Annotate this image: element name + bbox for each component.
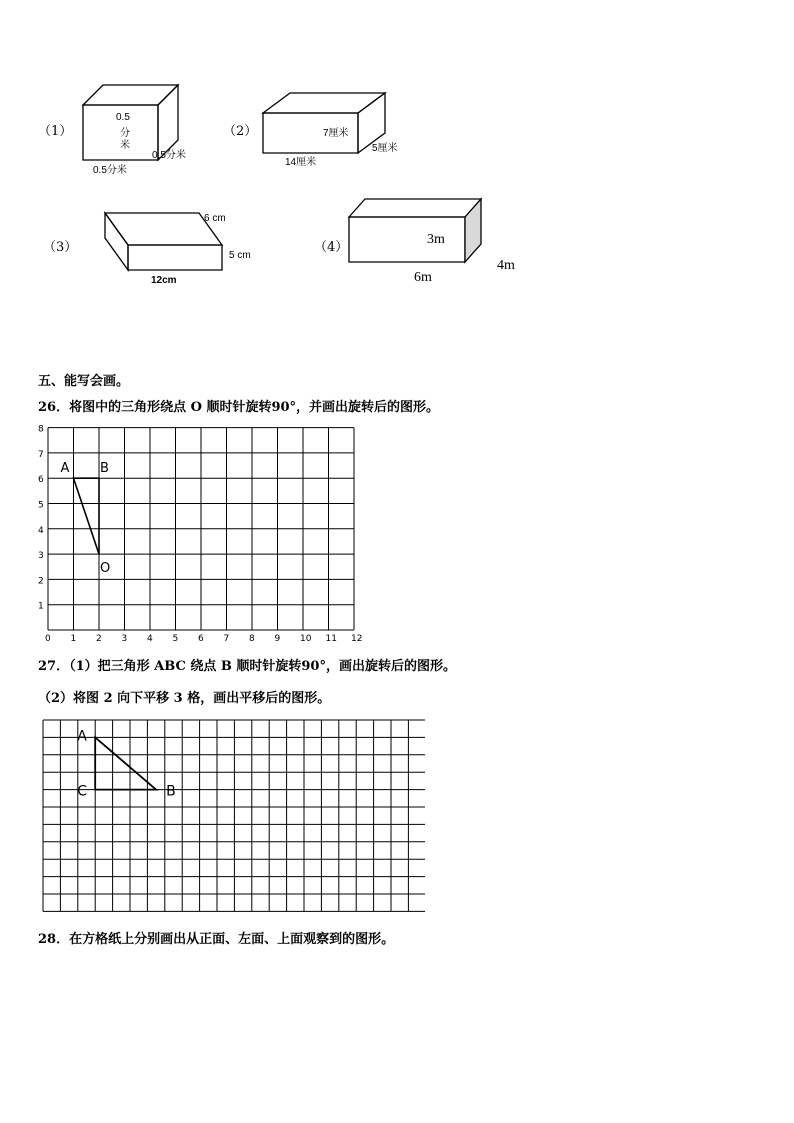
x-tick-label: 5: [172, 634, 179, 644]
y-tick-label: 1: [38, 601, 44, 612]
figure-4-label: （4）: [314, 240, 349, 255]
figure-4-cuboid: [345, 195, 485, 267]
y-tick-label: 2: [38, 576, 44, 587]
x-tick-label: 10: [300, 634, 312, 644]
figure-3-label: （3）: [43, 240, 78, 255]
x-tick-label: 0: [45, 634, 51, 644]
question-27-grid[interactable]: [35, 712, 425, 917]
question-26-text: 26．将图中的三角形绕点 O 顺时针旋转90°，并画出旋转后的图形。: [38, 400, 440, 415]
point-c-label: C: [77, 783, 87, 800]
x-tick-label: 7: [223, 634, 230, 644]
x-tick-label: 3: [121, 634, 128, 644]
point-a-label: A: [77, 728, 87, 745]
y-tick-label: 8: [38, 425, 44, 435]
point-o-label: O: [100, 561, 111, 577]
figure-2-depth: 5厘米: [372, 143, 398, 154]
figure-1-label: （1）: [38, 124, 73, 139]
y-tick-label: 7: [38, 449, 44, 460]
grid-lines: [43, 720, 425, 911]
figure-1-depth: 0.5分米: [152, 150, 186, 161]
figure-3-width: 12cm: [151, 275, 177, 286]
grid-lines: [48, 428, 354, 630]
figure-1-height-b: 分: [120, 128, 130, 139]
y-tick-label: 5: [38, 500, 44, 511]
x-tick-label: 12: [351, 634, 363, 644]
figure-2-label: （2）: [223, 124, 258, 139]
y-tick-label: 4: [38, 525, 44, 536]
figure-2-height: 7厘米: [323, 128, 349, 139]
question-27-text-2: （2）将图 2 向下平移 3 格，画出平移后的图形。: [38, 691, 331, 706]
figure-4-width: 6m: [414, 270, 432, 285]
question-26-grid[interactable]: [35, 425, 365, 645]
section-5-title: 五、能写会画。: [38, 374, 130, 389]
x-tick-label: 4: [147, 634, 153, 644]
x-tick-label: 9: [274, 634, 281, 644]
figure-4-height: 3m: [427, 232, 445, 247]
figure-1-height-c: 米: [120, 140, 130, 151]
x-tick-label: 6: [198, 634, 204, 644]
x-tick-label: 8: [249, 634, 255, 644]
figure-1-width: 0.5分米: [93, 165, 127, 176]
point-a-label: A: [60, 461, 70, 477]
question-27-text-1: 27．（1）把三角形 ABC 绕点 B 顺时针旋转90°，画出旋转后的图形。: [38, 659, 456, 674]
point-b-label: B: [100, 461, 109, 477]
figure-2-width: 14厘米: [285, 157, 317, 168]
y-tick-label: 6: [38, 475, 44, 486]
x-tick-label: 2: [96, 634, 102, 644]
axis-ticks: [38, 425, 362, 644]
figure-3-depth: 6 cm: [204, 213, 226, 224]
question-28-text: 28．在方格纸上分别画出从正面、左面、上面观察到的图形。: [38, 932, 395, 947]
x-tick-label: 1: [70, 634, 77, 644]
figure-1-height-a: 0.5: [116, 112, 130, 123]
figure-3-height: 5 cm: [229, 250, 251, 261]
x-tick-label: 11: [325, 634, 337, 644]
figure-4-depth: 4m: [497, 258, 515, 273]
triangle-abo: [74, 478, 100, 554]
y-tick-label: 3: [38, 551, 44, 562]
point-b-label: B: [166, 783, 176, 800]
